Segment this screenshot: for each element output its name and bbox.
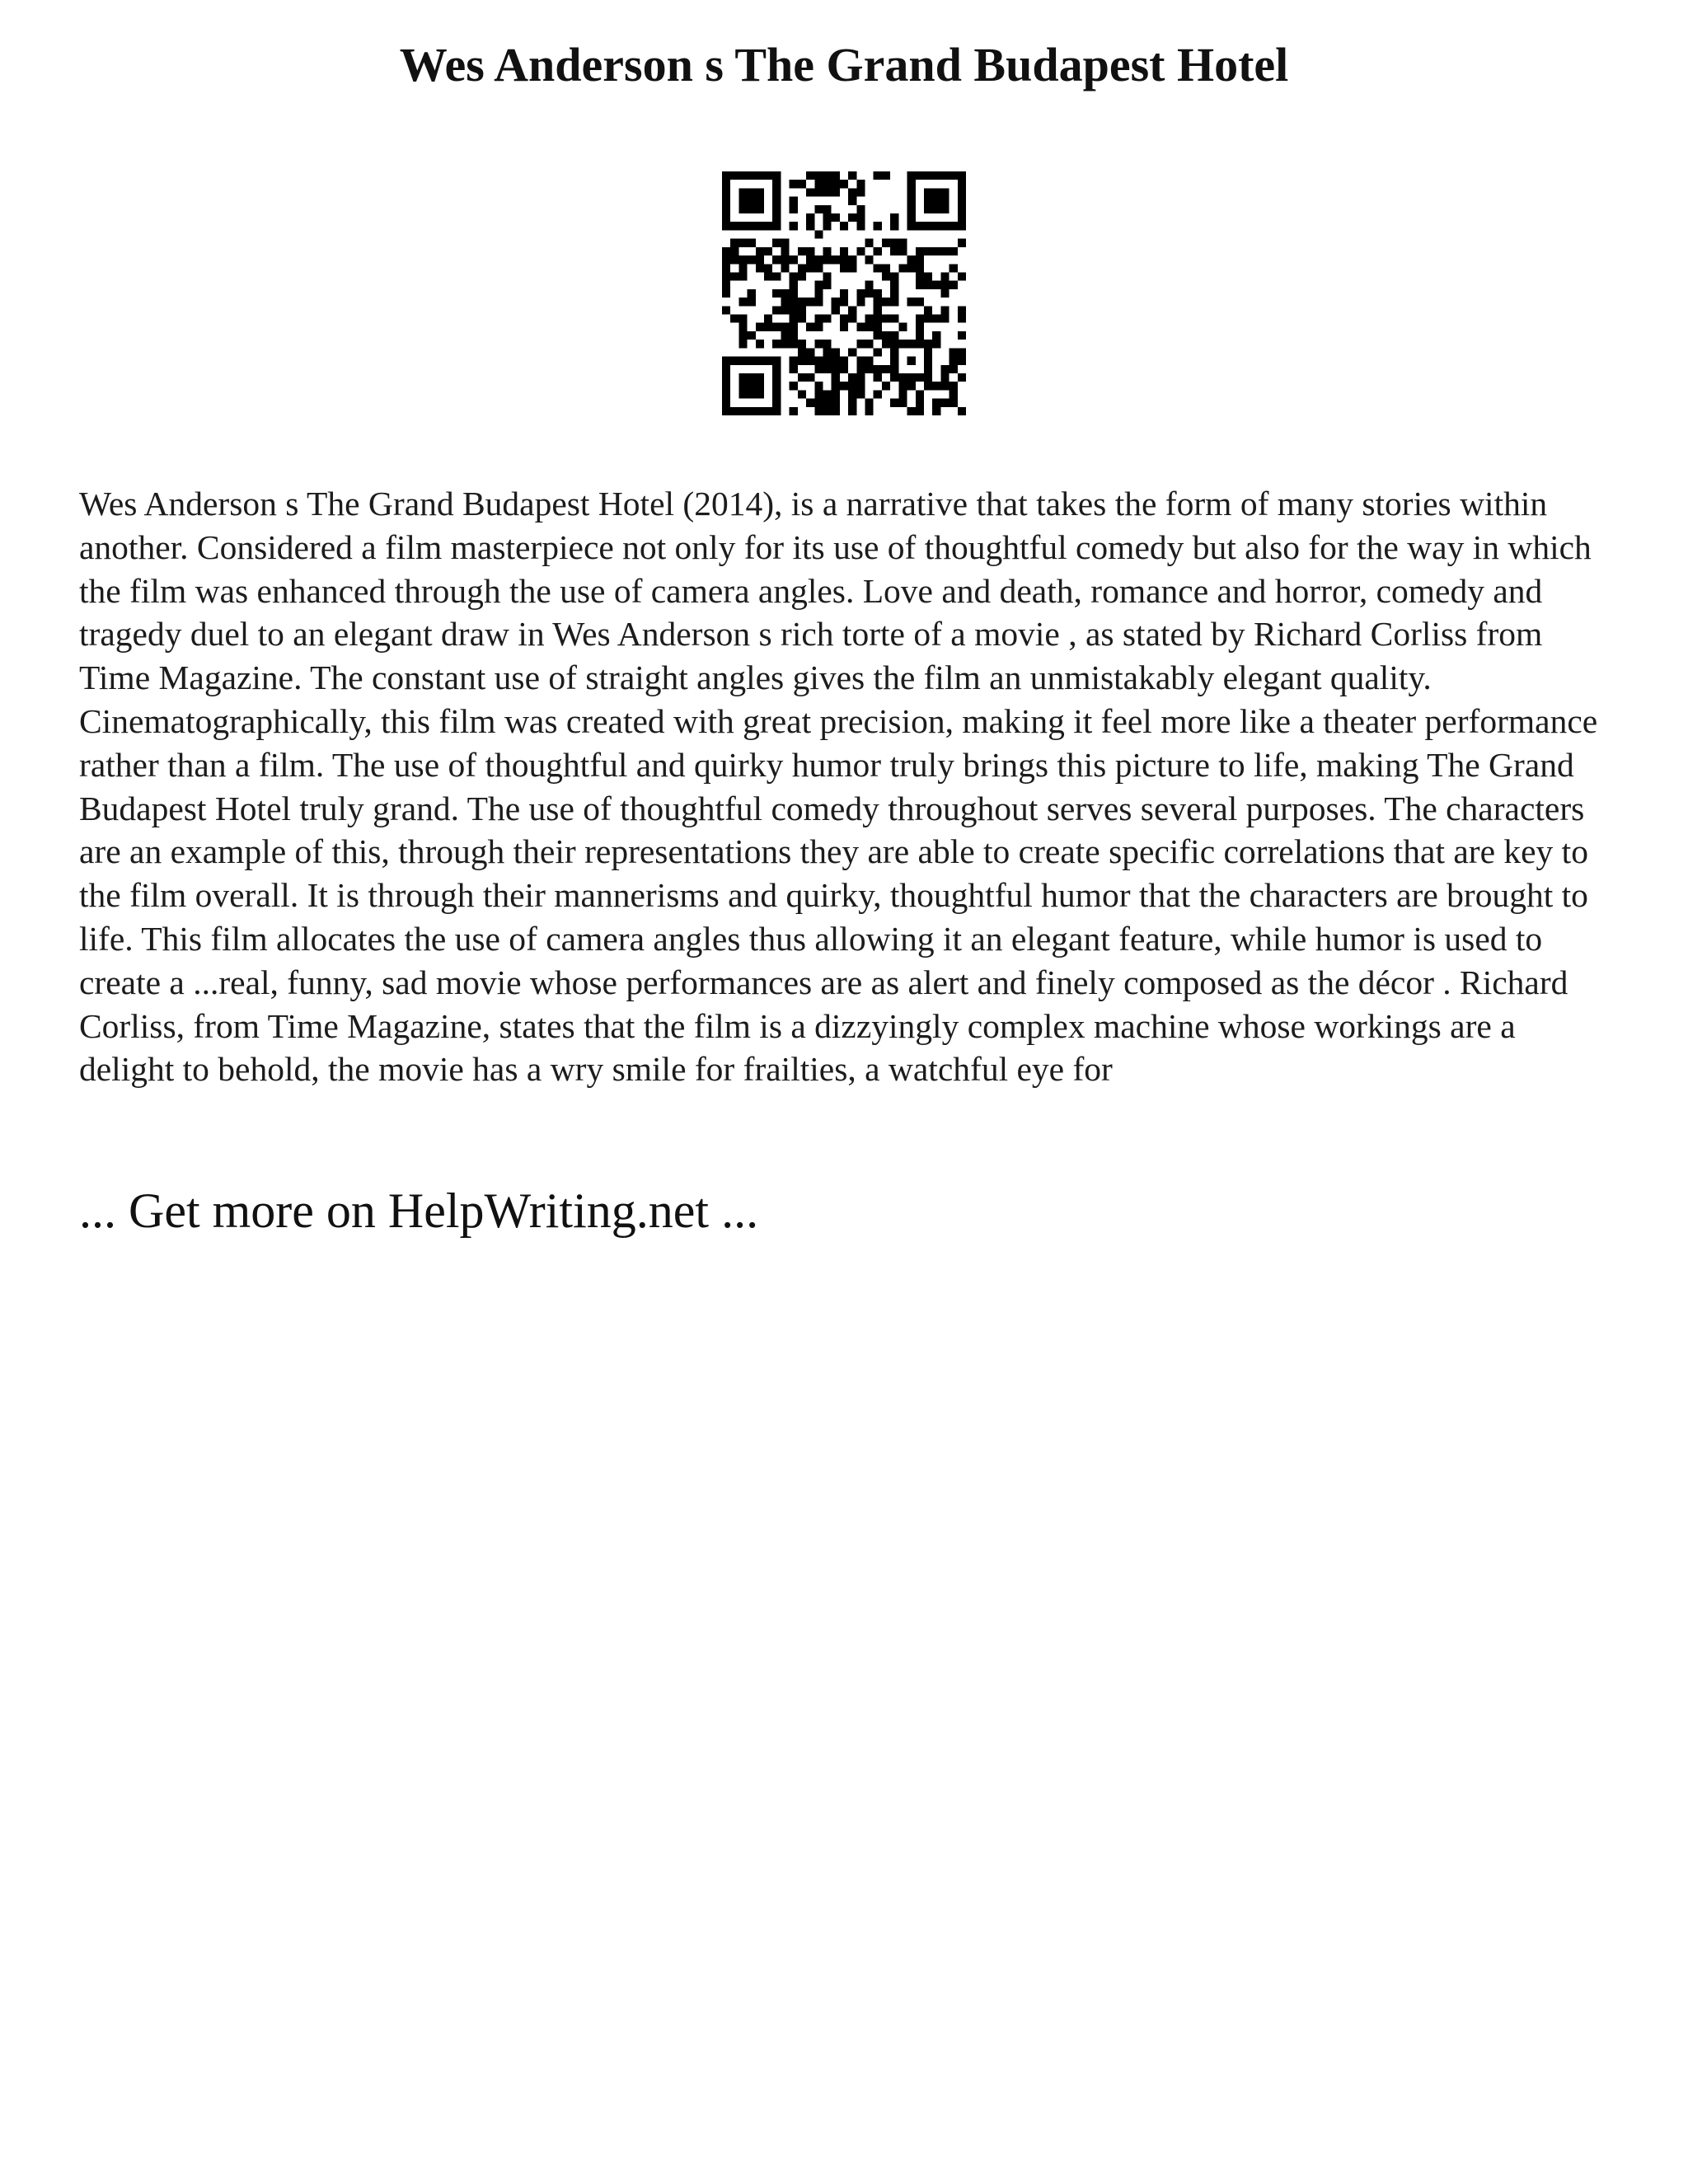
document-body-paragraph: Wes Anderson s The Grand Budapest Hotel (2014), is a narrative that takes the form of many stories within another. Considered a film masterpiece not only for its use of thoughtful comedy but also for the way in which the film was enhanced through the use of camera angles. Love and death, romance and horror, comedy and tragedy duel to an elegant draw in Wes Anderson s rich torte of a movie , as stated by Richard Corliss from Time Magazine. The constant use of straight angles gives the film an unmistakably elegant quality. Cinematographically, this film was created with great precision, making it feel more like a theater performance rather than a film. The use of thoughtful and quirky humor truly brings this picture to life, making The Grand Budapest Hotel truly grand. The use of thoughtful comedy throughout serves several purposes. The characters are an example of this, through their representations they are able to create specific correlations that are key to the film overall. It is through their mannerisms and quirky, thoughtful humor that the characters are brought to life. This film allocates the use of camera angles thus allowing it an elegant feature, while humor is used to create a ...real, funny, sad movie whose performances are as alert and finely composed as the décor . Richard Corliss, from Time Magazine, states that the film is a dizzyingly complex machine whose workings are a delight to behold, the movie has a wry smile for frailties, a watchful eye for xyxy=(79,485,1598,1089)
document-title: Wes Anderson s The Grand Budapest Hotel xyxy=(399,38,1289,91)
qr-code-icon[interactable] xyxy=(722,171,966,415)
get-more-link[interactable]: ... Get more on HelpWriting.net ... xyxy=(79,1183,759,1238)
